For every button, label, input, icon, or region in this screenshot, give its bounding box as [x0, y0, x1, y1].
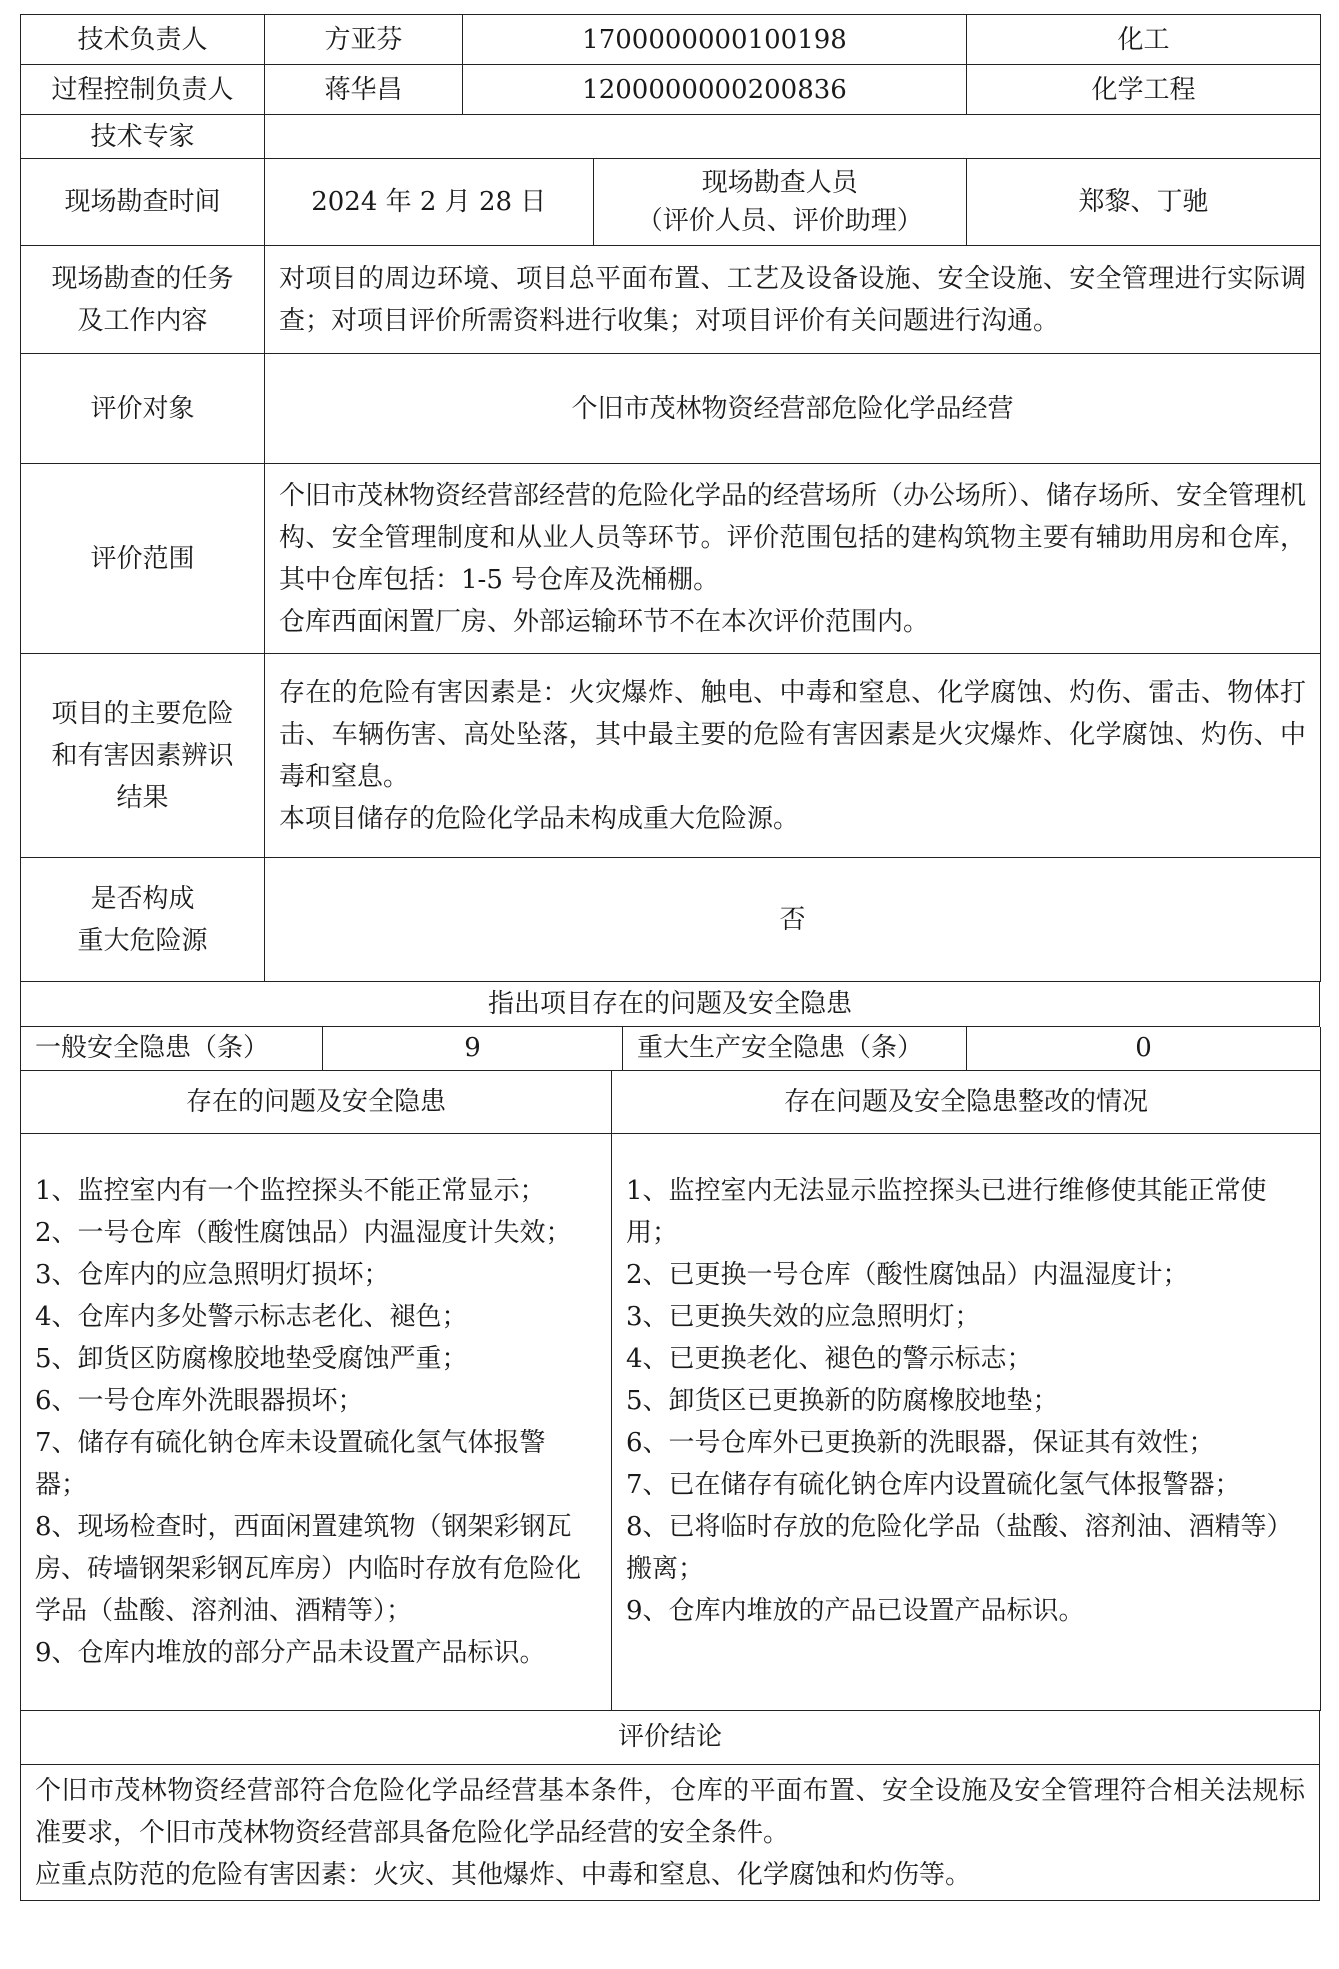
issues-table — [20, 1071, 1321, 1711]
rectification-item: 2、已更换一号仓库（酸性腐蚀品）内温湿度计； — [626, 1259, 1189, 1290]
major-source-value: 否 — [265, 858, 1321, 982]
survey-staff-label — [593, 159, 966, 245]
survey-time-and-staff — [265, 159, 967, 246]
major-source-label — [21, 858, 265, 982]
scope-content — [265, 464, 1321, 654]
hazards-label-line2: 和有害因素辨识 — [51, 740, 234, 771]
problem-item: 8、现场检查时，西面闲置建筑物（钢架彩钢瓦房、砖墙钢架彩钢瓦库房）内临时存放有危险化学品（盐酸、溶剂油、酒精等）； — [35, 1511, 582, 1626]
conclusion-table — [20, 1711, 1320, 1902]
cert-no-cell: 1200000000200836 — [463, 65, 967, 115]
rectification-item: 7、已在储存有硫化钠仓库内设置硫化氢气体报警器； — [626, 1469, 1241, 1500]
conclusion-header: 评价结论 — [21, 1711, 1320, 1765]
scope-label: 评价范围 — [21, 464, 265, 654]
role-cell: 技术负责人 — [21, 15, 265, 65]
hazards-label-line3: 结果 — [116, 782, 169, 813]
scope-para1: 个旧市茂林物资经营部经营的危险化学品的经营场所（办公场所）、储存场所、安全管理机构、安全管理制度和从业人员等环节。评价范围包括的建构筑物主要有辅助用房和仓库，其中仓库包括：1-5 号仓库及洗桶棚。 — [279, 480, 1307, 595]
survey-staff-value: 郑黎、丁驰 — [967, 159, 1321, 246]
problem-item: 2、一号仓库（酸性腐蚀品）内温湿度计失效； — [35, 1217, 572, 1248]
general-hazard-count: 9 — [323, 1027, 623, 1071]
task-label — [21, 246, 265, 354]
personnel-row — [21, 115, 1321, 159]
info-table — [20, 14, 1321, 982]
task-label-line1: 现场勘查的任务 — [51, 263, 234, 294]
task-row — [21, 246, 1321, 354]
survey-staff-label-line1: 现场勘查人员 — [701, 168, 858, 198]
task-label-line2: 及工作内容 — [77, 305, 208, 336]
general-hazard-label: 一般安全隐患（条） — [21, 1027, 323, 1071]
cert-no-cell: 1700000000100198 — [463, 15, 967, 65]
counts-table — [20, 1027, 1321, 1072]
hazards-label-line1: 项目的主要危险 — [51, 698, 234, 729]
conclusion-para2: 应重点防范的危险有害因素：火灾、其他爆炸、中毒和窒息、化学腐蚀和灼伤等。 — [35, 1859, 972, 1890]
object-row — [21, 354, 1321, 464]
rectification-item: 8、已将临时存放的危险化学品（盐酸、溶剂油、酒精等）搬离； — [626, 1511, 1293, 1584]
problem-item: 7、储存有硫化钠仓库未设置硫化氢气体报警器； — [35, 1427, 546, 1500]
object-label: 评价对象 — [21, 354, 265, 464]
rectification-item: 3、已更换失效的应急照明灯； — [626, 1301, 981, 1332]
problem-item: 3、仓库内的应急照明灯损坏； — [35, 1259, 390, 1290]
major-hazard-label: 重大生产安全隐患（条） — [623, 1027, 967, 1071]
expert-value-cell — [265, 115, 1321, 159]
conclusion-para1: 个旧市茂林物资经营部符合危险化学品经营基本条件，仓库的平面布置、安全设施及安全管理符合相关法规标准要求，个旧市茂林物资经营部具备危险化学品经营的安全条件。 — [35, 1775, 1305, 1848]
conclusion-content — [21, 1765, 1320, 1901]
hazards-content — [265, 654, 1321, 858]
problems-list — [21, 1133, 612, 1710]
major-cell: 化学工程 — [967, 65, 1321, 115]
problem-item: 6、一号仓库外洗眼器损坏； — [35, 1385, 364, 1416]
hazards-label — [21, 654, 265, 858]
hazards-para2: 本项目储存的危险化学品未构成重大危险源。 — [279, 803, 800, 834]
problem-item: 5、卸货区防腐橡胶地垫受腐蚀严重； — [35, 1343, 468, 1374]
issues-header-table — [20, 982, 1320, 1027]
role-cell: 过程控制负责人 — [21, 65, 265, 115]
personnel-row — [21, 15, 1321, 65]
name-cell: 方亚芬 — [265, 15, 463, 65]
survey-staff-label-line2: （评价人员、评价助理） — [636, 206, 923, 236]
task-content: 对项目的周边环境、项目总平面布置、工艺及设备设施、安全设施、安全管理进行实际调查；对项目评价所需资料进行收集；对项目评价有关问题进行沟通。 — [265, 246, 1321, 354]
rectification-item: 6、一号仓库外已更换新的洗眼器，保证其有效性； — [626, 1427, 1215, 1458]
major-source-row — [21, 858, 1321, 982]
major-hazard-count: 0 — [967, 1027, 1321, 1071]
survey-row — [21, 159, 1321, 246]
name-cell: 蒋华昌 — [265, 65, 463, 115]
problem-item: 9、仓库内堆放的部分产品未设置产品标识。 — [35, 1637, 546, 1668]
problems-header: 存在的问题及安全隐患 — [21, 1071, 612, 1133]
major-source-label-line1: 是否构成 — [90, 883, 195, 914]
rectification-item: 4、已更换老化、褪色的警示标志； — [626, 1343, 1033, 1374]
problem-item: 4、仓库内多处警示标志老化、褪色； — [35, 1301, 468, 1332]
issues-header: 指出项目存在的问题及安全隐患 — [21, 982, 1320, 1026]
hazards-row — [21, 654, 1321, 858]
rectifications-list — [612, 1133, 1321, 1710]
evaluation-form — [20, 14, 1320, 1901]
hazards-para1: 存在的危险有害因素是：火灾爆炸、触电、中毒和窒息、化学腐蚀、灼伤、雷击、物体打击、车辆伤害、高处坠落，其中最主要的危险有害因素是火灾爆炸、化学腐蚀、灼伤、中毒和窒息。 — [279, 677, 1306, 792]
problem-item: 1、监控室内有一个监控探头不能正常显示； — [35, 1175, 546, 1206]
survey-time-label: 现场勘查时间 — [21, 159, 265, 246]
personnel-row — [21, 65, 1321, 115]
rectification-item: 9、仓库内堆放的产品已设置产品标识。 — [626, 1595, 1085, 1626]
rectification-item: 5、卸货区已更换新的防腐橡胶地垫； — [626, 1385, 1059, 1416]
rectifications-header: 存在问题及安全隐患整改的情况 — [612, 1071, 1321, 1133]
scope-para2: 仓库西面闲置厂房、外部运输环节不在本次评价范围内。 — [279, 606, 930, 637]
role-cell: 技术专家 — [21, 115, 265, 159]
rectification-item: 1、监控室内无法显示监控探头已进行维修使其能正常使用； — [626, 1175, 1267, 1248]
object-value: 个旧市茂林物资经营部危险化学品经营 — [265, 354, 1321, 464]
survey-time-value: 2024 年 2 月 28 日 — [265, 159, 593, 245]
major-source-label-line2: 重大危险源 — [77, 925, 208, 956]
scope-row — [21, 464, 1321, 654]
major-cell: 化工 — [967, 15, 1321, 65]
